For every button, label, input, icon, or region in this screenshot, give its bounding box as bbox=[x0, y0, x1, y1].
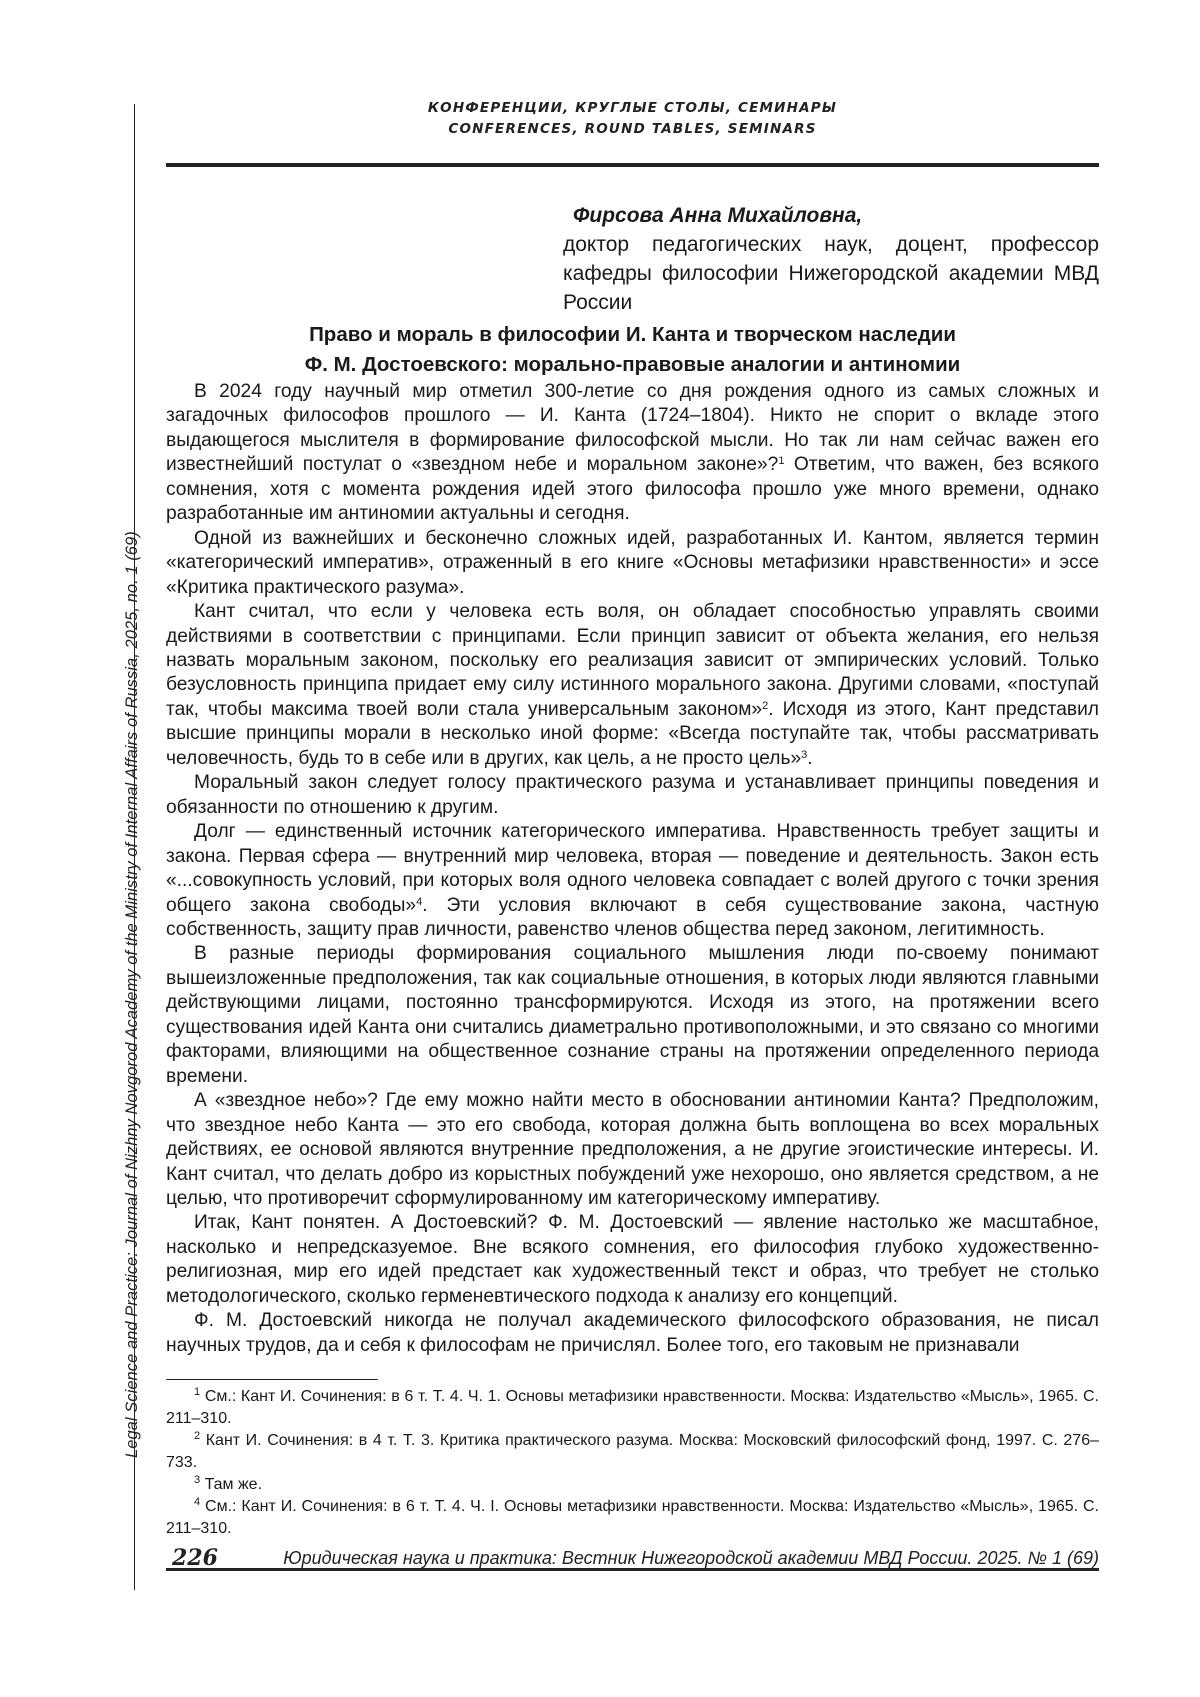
footnote-ref-4[interactable]: 4 bbox=[416, 895, 423, 908]
article-title bbox=[166, 320, 1099, 380]
paragraph-8: Итак, Кант понятен. А Достоевский? Ф. М. Достоевский — явление настолько же масштабное, насколько и непредсказуемое. Вне всякого сомнения, его философия глубоко художественно-религиозная, мир его идей предстает как художественный текст и образ, что требует не столько методологического, сколько герменевтического подхода к анализу его концепций. bbox=[166, 1212, 1099, 1307]
footnote-3: $^3$ Там же. bbox=[194, 1474, 263, 1493]
footnote-4: $^4$ См.: Кант И. Сочинения: в 6 т. Т. 4. Ч. I. Основы метафизики нравственности. Москва: Издательство «Мысль», 1965. С. 211–310. bbox=[166, 1496, 1100, 1537]
footnote-2: $^2$ Кант И. Сочинения: в 4 т. Т. 3. Критика практического разума. Москва: Московский философский фонд, 1997. С. 276–733. bbox=[166, 1430, 1100, 1471]
paragraph-9: Ф. М. Достоевский никогда не получал академического философского образования, не писал научных трудов, да и себя к философам не причислял. Более того, его таковым не признавали bbox=[166, 1310, 1099, 1356]
footnotes bbox=[166, 1386, 1099, 1540]
side-journal-title: Legal Science and Practice: Journal of Nizhny Novgorod Academy of the Ministry of Internal Affairs of Russia, 2025, no. 1 (69) bbox=[123, 531, 141, 1458]
footnote-ref-3[interactable]: 3 bbox=[801, 748, 808, 761]
footnote-1: $^1$ См.: Кант И. Сочинения: в 6 т. Т. 4. Ч. 1. Основы метафизики нравственности. Москва: Издательство «Мысль», 1965. С. 211–310. bbox=[166, 1386, 1100, 1427]
author-name: Фирсова Анна Михайловна, bbox=[573, 204, 863, 227]
paragraph-3: Кант считал, что если у человека есть воля, он обладает способностью управлять своими действиями в соответствии с принципами. Если принцип зависит от объекта желания, его нельзя назвать моральным законом, поскольку его реализация зависит от эмпирических условий. Только безусловность принципа придает ему силу истинного морального закона. Другими словами, «поступай так, чтобы максима твоей воли стала универсальным законом»$^2$. Исходя из этого, Кант представил высшие принципы морали в несколько иной форме: «Всегда поступайте так, чтобы рассматривать человечность, будь то в себе или в других, как цель, а не просто цель»$^3$. bbox=[166, 601, 1099, 769]
paragraph-7: А «звездное небо»? Где ему можно найти место в обосновании антиномии Канта? Предположим, что звездное небо Канта — это его свобода, которая должна быть воплощена во всех моральных действиях, ее основой являются внутренние предположения, а не другие эгоистические интересы. И. Кант считал, что делать добро из корыстных побуждений уже нехорошо, оно является средством, а не целью, что противоречит сформулированному им категорическому императиву. bbox=[166, 1090, 1099, 1209]
page-number: 226 bbox=[172, 1545, 218, 1571]
paragraph-2: Одной из важнейших и бесконечно сложных идей, разработанных И. Кантом, является термин «категорический императив», отраженный в его книге «Основы метафизики нравственности» и эссе «Критика практического разума». bbox=[166, 527, 1099, 598]
section-header bbox=[166, 98, 1099, 140]
author-block bbox=[563, 201, 1099, 317]
article-title-line2: Ф. М. Достоевского: морально-правовые аналогии и антиномии bbox=[304, 353, 961, 376]
article-body bbox=[166, 380, 1099, 1358]
footnote-ref-1[interactable]: 1 bbox=[778, 455, 785, 468]
article-title-line1: Право и мораль в философии И. Канта и творческом наследии bbox=[309, 323, 956, 346]
paragraph-5: Долг — единственный источник категорического императива. Нравственность требует защиты и закона. Первая сфера — внутренний мир человека, вторая — поведение и деятельность. Закон есть «...совокупность условий, при которых воля одного человека совпадает с волей другого с точки зрения общего закона свободы»$^4$. Эти условия включают в себя существование закона, частную собственность, защиту прав личности, равенство членов общества перед законом, легитимность. bbox=[166, 821, 1099, 940]
section-header-ru: КОНФЕРЕНЦИИ, КРУГЛЫЕ СТОЛЫ, СЕМИНАРЫ bbox=[427, 100, 838, 116]
section-header-en: CONFERENCES, ROUND TABLES, SEMINARS bbox=[448, 121, 817, 137]
paragraph-4: Моральный закон следует голосу практического разума и устанавливает принципы поведения и обязанности по отношению к другим. bbox=[166, 772, 1099, 818]
footer-journal-title: Юридическая наука и практика: Вестник Нижегородской академии МВД России. 2025. № 1 (69) bbox=[283, 1548, 1099, 1568]
footnote-ref-2[interactable]: 2 bbox=[762, 699, 769, 712]
header-rule bbox=[166, 163, 1099, 167]
paragraph-6: В разные периоды формирования социального мышления люди по-своему понимают вышеизложенные предположения, так как социальные отношения, в которых люди являются главными действующими лицами, постоянно трансформируются. Исходя из этого, на протяжении всего существования идей Канта они считались диаметрально противоположными, и это связано со многими факторами, влияющими на общественное сознание страны на протяжении определенного периода времени. bbox=[166, 943, 1099, 1087]
paragraph-1: В 2024 году научный мир отметил 300-летие со дня рождения одного из самых сложных и загадочных философов прошлого — И. Канта (1724–1804). Никто не спорит о вкладе этого выдающегося мыслителя в формирование философской мысли. Но так ли нам сейчас важен его известнейший постулат о «звездном небе и моральном законе»?$^1$ Ответим, что важен, без всякого сомнения, хотя с момента рождения идей этого философа прошло уже много времени, однако разработанные им антиномии актуальны и сегодня. bbox=[166, 381, 1099, 525]
footnote-rule bbox=[166, 1379, 378, 1380]
author-position: доктор педагогических наук, доцент, профессор кафедры философии Нижегородской академии МВД России bbox=[563, 233, 1099, 314]
